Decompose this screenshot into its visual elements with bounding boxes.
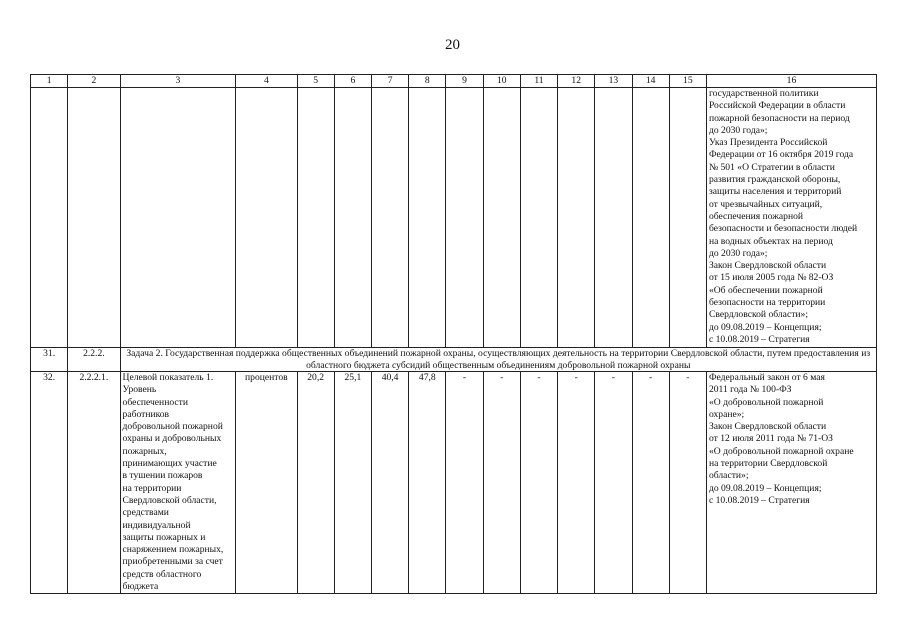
table-row-task [31,348,877,372]
value-cell: - [669,372,706,594]
legal-basis-cell: государственной политики Российской Федерации в области пожарной безопасности на период до 2030 года»; Указ Президента Российской Федерации от 16 октября 2019 года № 501 «О Стратегии в области развития гражданской обороны, защиты населения и территорий от чрезвычайных ситуаций, обеспечения пожарной безопасности и безопасности людей на водных объектах на период до 2030 года»; Закон Свердловской области от 15 июля 2005 года № 82-ОЗ «Об обеспечении пожарной безопасности на территории Свердловской области»; до 09.08.2019 – Концепция; с 10.08.2019 – Стратегия [706,88,876,348]
row-number: 31. [31,348,68,372]
value-cell: - [558,372,595,594]
data-table [30,74,877,594]
value-cell: - [595,372,632,594]
value-cell: 47,8 [409,372,446,594]
legal-basis-cell: Федеральный закон от 6 мая 2011 года № 100-ФЗ «О добровольной пожарной охране»; Закон Свердловской области от 12 июля 2011 года № 71-ОЗ «О добровольной пожарной охране на территории Свердловской области»; до 09.08.2019 – Концепция; с 10.08.2019 – Стратегия [706,372,876,594]
task-description: Задача 2. Государственная поддержка общественных объединений пожарной охраны, осуществляющих деятельность на территории Свердловской области, путем предоставления из областного бюджета субсидий общественным объединениям добровольной пожарной охраны [120,348,876,372]
column-header: 8 [409,75,446,88]
column-header: 2 [68,75,120,88]
column-header: 11 [520,75,557,88]
table-row-continued [31,88,877,348]
column-header: 10 [483,75,520,88]
column-header: 13 [595,75,632,88]
column-header: 6 [334,75,371,88]
column-header: 12 [558,75,595,88]
column-header: 9 [446,75,483,88]
row-code: 2.2.2. [68,348,120,372]
value-cell: - [520,372,557,594]
column-header: 15 [669,75,706,88]
value-cell: - [483,372,520,594]
column-header: 5 [297,75,334,88]
value-cell: 40,4 [371,372,408,594]
column-header: 14 [632,75,669,88]
column-header: 4 [236,75,297,88]
column-header: 1 [31,75,68,88]
unit-cell: процентов [236,372,297,594]
page-number: 20 [445,37,460,53]
column-header: 16 [706,75,876,88]
table-row-indicator [31,372,877,594]
value-cell: 20,2 [297,372,334,594]
value-cell: - [632,372,669,594]
header-row [31,75,877,88]
column-header: 7 [371,75,408,88]
indicator-name: Целевой показатель 1. Уровень обеспеченности работников добровольной пожарной охраны и добровольных пожарных, принимающих участие в тушении пожаров на территории Свердловской области, средствами индивидуальной защиты пожарных и снаряжением пожарных, приобретенными за счет средств областного бюджета [120,372,236,594]
row-number: 32. [31,372,68,594]
value-cell: - [446,372,483,594]
column-header: 3 [120,75,236,88]
value-cell: 25,1 [334,372,371,594]
row-code: 2.2.2.1. [68,372,120,594]
